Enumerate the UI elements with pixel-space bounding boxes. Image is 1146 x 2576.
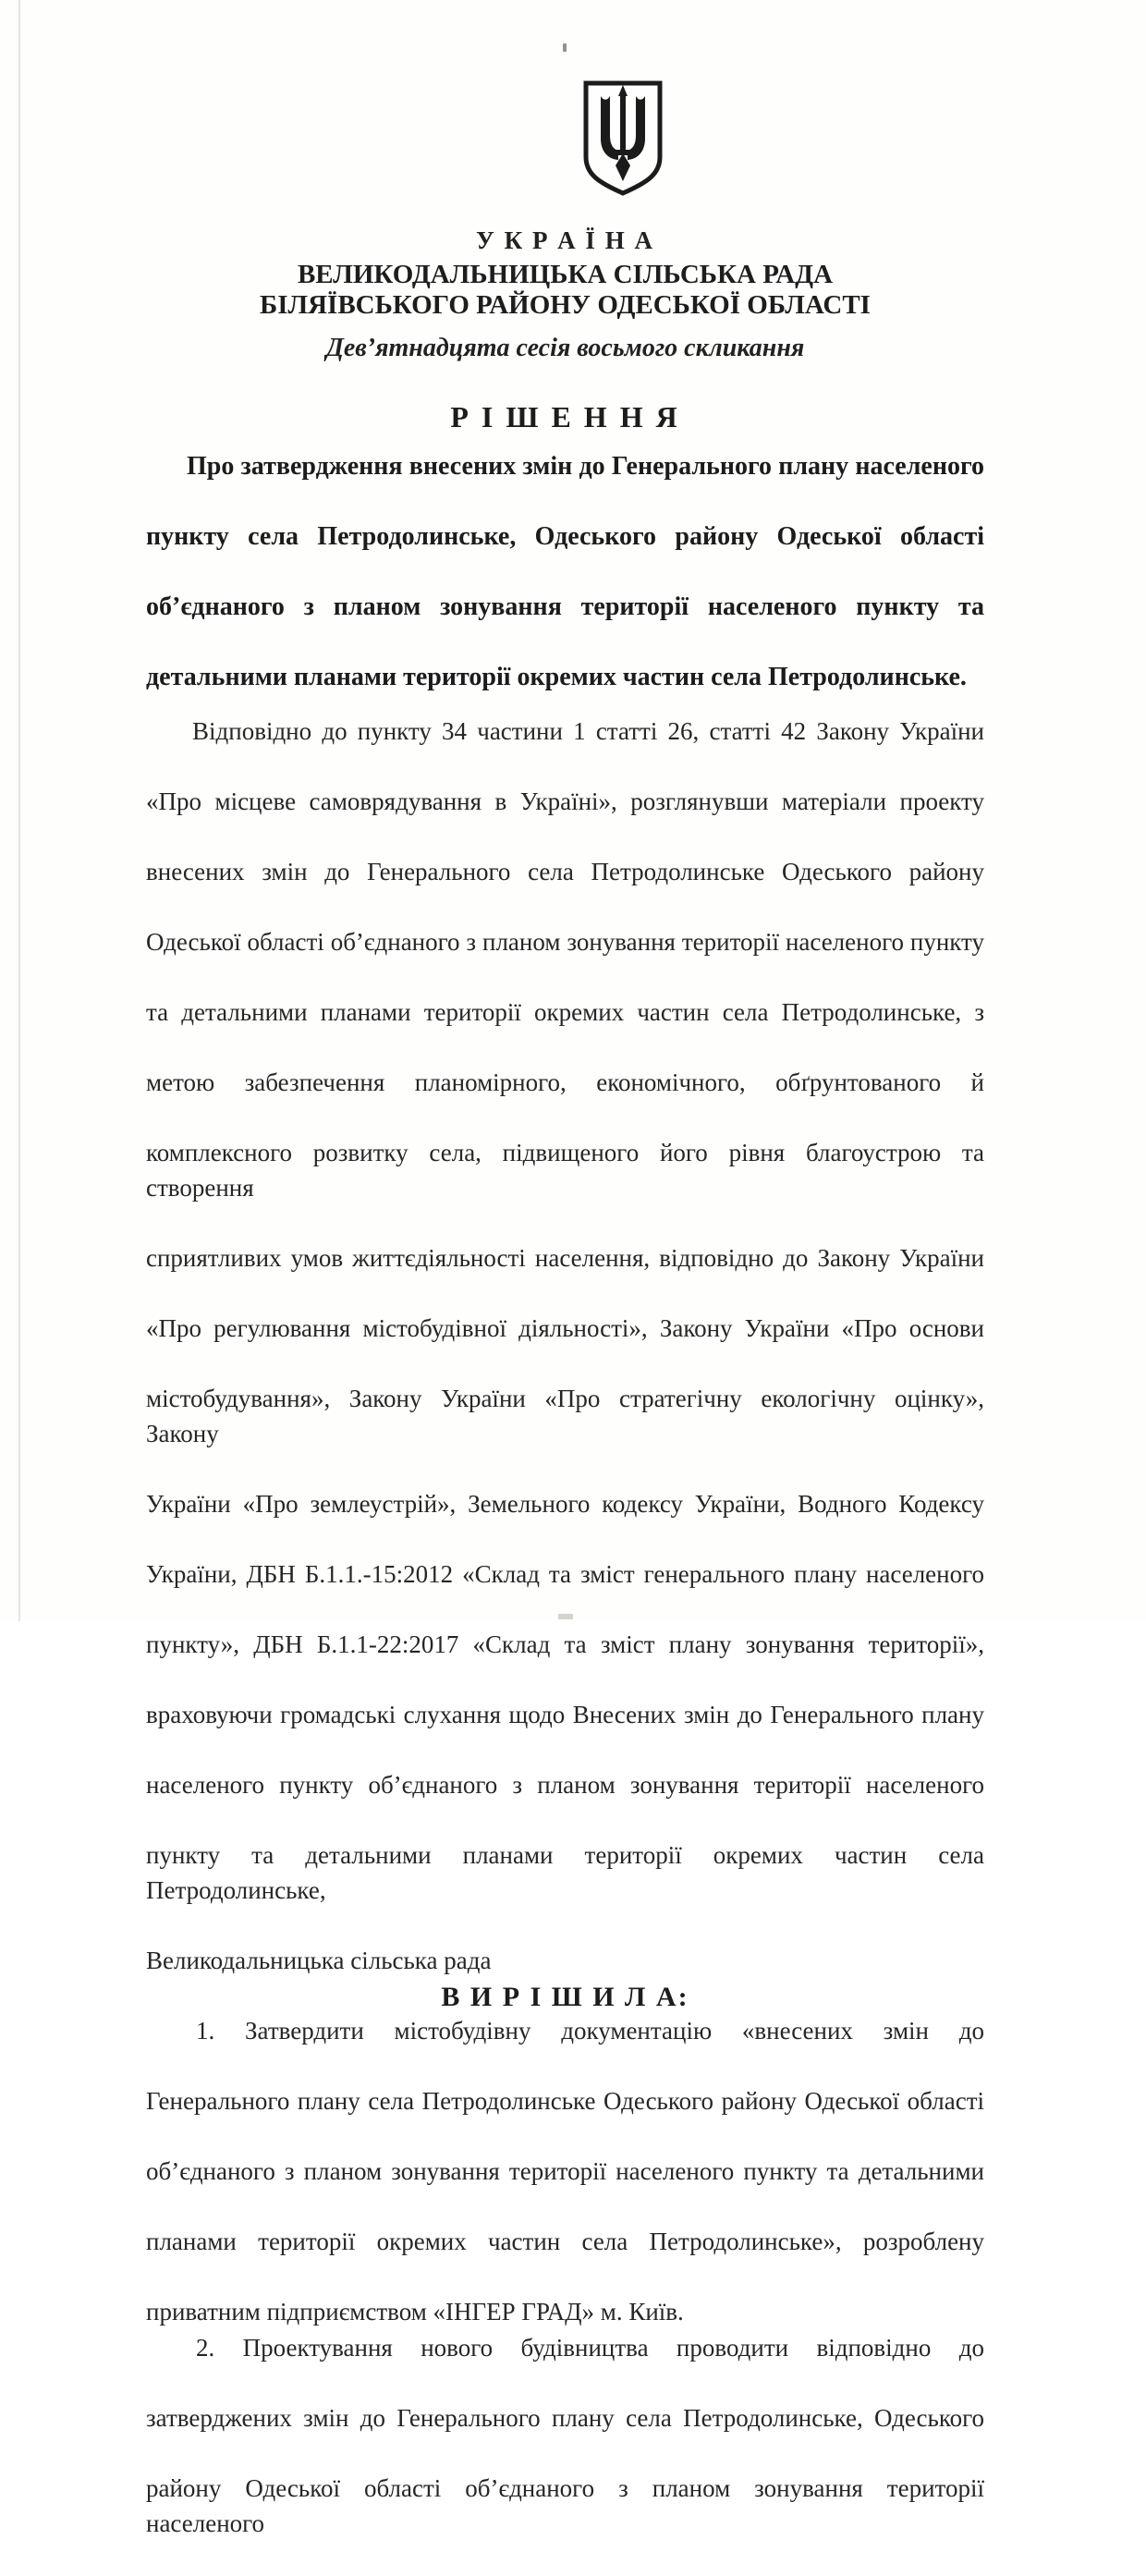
text-line: Відповідно до пункту 34 частини 1 статті 26, статті 42 Закону України (192, 717, 984, 745)
text-line: «Про місцеве самоврядування в Україні», розглянувши матеріали проекту (146, 787, 984, 815)
text-line: та детальними планами території окремих частин села Петродолинське, з (146, 998, 984, 1026)
text-line: Про затвердження внесених змін до Генерального плану населеного (187, 452, 984, 481)
text-line: детальними планами території окремих частин села Петродолинське. (146, 663, 967, 691)
document-content (146, 0, 984, 2576)
text-line: пункту», ДБН Б.1.1-22:2017 «Склад та зміст плану зонування території», (146, 1630, 984, 1658)
text-line: пункту та детальними планами території окремих частин села Петродолинське, (146, 1841, 984, 1904)
resolved-heading: В И Р І Ш И Л А: (441, 1982, 689, 2012)
emblem-container (146, 79, 984, 197)
resolution-item-2 (146, 2330, 984, 2576)
session-line: Дев’ятнадцята сесія восьмого скликання (325, 334, 805, 362)
resolution-item-1 (146, 2013, 984, 2329)
council-name: ВЕЛИКОДАЛЬНИЦЬКА СІЛЬСЬКА РАДА (297, 260, 834, 289)
text-line: 1. Затвердити містобудівну документацію «внесених змін до (196, 2017, 984, 2045)
decision-heading: Р І Ш Е Н Н Я (450, 400, 680, 433)
text-line: району Одеської області об’єднаного з планом зонування території населеного (146, 2474, 984, 2537)
text-line: сприятливих умов життєдіяльності населення, відповідно до Закону України (146, 1244, 984, 1272)
text-line: Одеської області об’єднаного з планом зонування території населеного пункту (146, 928, 984, 956)
text-line: об’єднаного з планом зонування території населеного пункту та детальними (146, 2157, 984, 2185)
text-line: Генерального плану села Петродолинське Одеського району Одеської області (146, 2087, 984, 2115)
text-line: пункту села Петродолинське, Одеського району Одеської області (146, 522, 984, 551)
country-title: У К Р А Ї Н А (476, 226, 654, 254)
text-line: об’єднаного з планом зонування території населеного пункту та (146, 592, 984, 621)
text-line: планами території окремих частин села Петродолинське», розроблену (146, 2228, 984, 2255)
text-line: метою забезпечення планомірного, економічного, обґрунтованого й (146, 1068, 984, 1096)
ukraine-trident-emblem (581, 79, 664, 197)
decision-title-paragraph (146, 449, 984, 695)
text-line: приватним підприємством «ІНГЕР ГРАД» м. Київ. (146, 2298, 684, 2326)
text-line: України, ДБН Б.1.1.-15:2012 «Склад та зміст генерального плану населеного (146, 1560, 984, 1588)
text-line: містобудування», Закону України «Про стратегічну екологічну оцінку», Закону (146, 1385, 984, 1447)
preamble-paragraph (146, 714, 984, 1978)
text-line: враховуючи громадські слухання щодо Внесених змін до Генерального плану (146, 1701, 984, 1728)
text-line: комплексного розвитку села, підвищеного його рівня благоустрою та створення (146, 1139, 984, 1202)
text-line: населеного пункту об’єднаного з планом зонування території населеного (146, 1771, 984, 1799)
text-line: затверджених змін до Генерального плану села Петродолинське, Одеського (146, 2404, 984, 2432)
text-line: «Про регулювання містобудівної діяльності», Закону України «Про основи (146, 1314, 984, 1342)
text-line: внесених змін до Генерального села Петродолинське Одеського району (146, 858, 984, 885)
scan-crease-line (18, 0, 20, 1621)
text-line: 2. Проектування нового будівництва проводити відповідно до (196, 2334, 984, 2362)
text-line: України «Про землеустрій», Земельного кодексу України, Водного Кодексу (146, 1490, 984, 1518)
text-line: Великодальницька сільська рада (146, 1947, 492, 1974)
district-name: БІЛЯЇВСЬКОГО РАЙОНУ ОДЕСЬКОЇ ОБЛАСТІ (260, 290, 871, 320)
